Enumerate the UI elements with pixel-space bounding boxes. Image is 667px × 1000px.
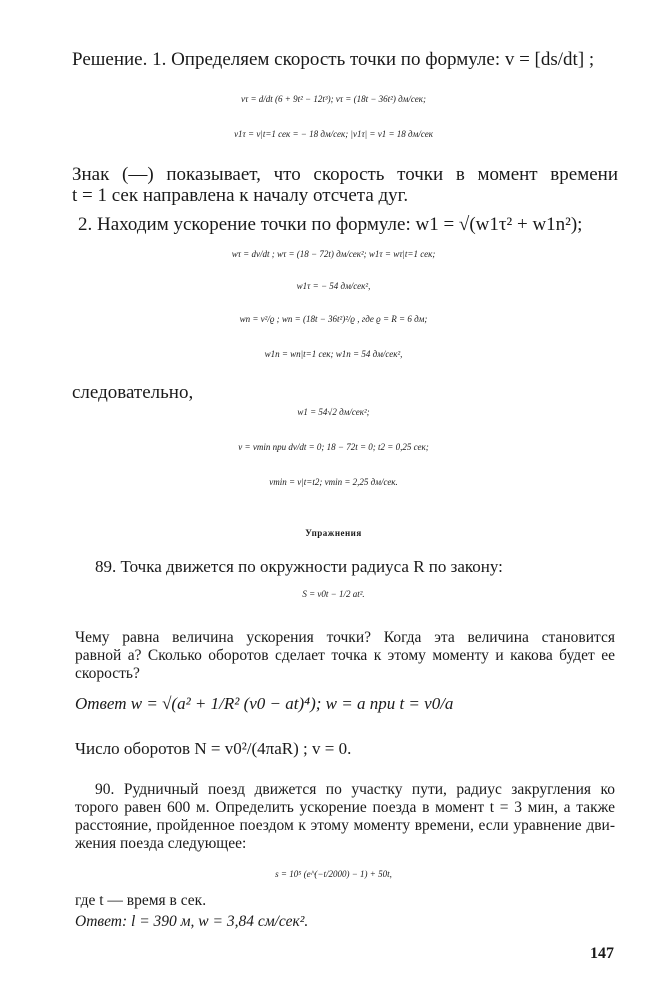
sign-explanation-line-1: Знак (—) показывает, что скорость точки в момент времени bbox=[72, 164, 618, 185]
sign-explanation-line-2: t = 1 сек направлена к началу отсчета дуг. bbox=[72, 185, 409, 206]
equation-v-min: v = vmin при dv/dt = 0; 18 − 72t = 0; t2 = 0,25 сек; bbox=[238, 442, 429, 452]
exercise-89-question-line-2: равной a? Сколько оборотов сделает точка к этому моменту и какова будет ее bbox=[75, 647, 615, 664]
step-2-acceleration: 2. Находим ускорение точки по формуле: w1 = √(w1τ² + w1n²); bbox=[78, 214, 583, 235]
solution-intro: Решение. 1. Определяем скорость точки по формуле: v = [ds/dt] ; bbox=[72, 49, 595, 70]
equation-w1-n: w1n = wn|t=1 сек; w1n = 54 дм/сек², bbox=[264, 349, 403, 359]
exercise-89-statement: 89. Точка движется по окружности радиуса R по закону: bbox=[95, 557, 503, 576]
equation-w1: w1 = 54√2 дм/сек²; bbox=[297, 407, 370, 417]
exercise-90-line-4: жения поезда следующее: bbox=[75, 835, 247, 852]
exercise-89-revolutions: Число оборотов N = v0²/(4πaR) ; v = 0. bbox=[75, 739, 352, 758]
exercise-90-where: где t — время в сек. bbox=[75, 892, 207, 909]
exercise-90-answer: Ответ: l = 390 м, w = 3,84 см/сек². bbox=[75, 913, 309, 930]
equation-w-n: wn = v²/ϱ ; wn = (18t − 36t²)²/ϱ , где ϱ = R = 6 дм; bbox=[239, 314, 428, 324]
exercise-90-line-2: торого равен 600 м. Определить ускорение поезда в момент t = 3 мин, а также bbox=[75, 799, 615, 816]
exercises-heading: Упражнения bbox=[305, 528, 362, 538]
equation-v1-tau: v1τ = v|t=1 сек = − 18 дм/сек; |v1τ| = v1 = 18 дм/сек bbox=[234, 129, 433, 139]
equation-v-tau: vτ = d/dt (6 + 9t² − 12t³); vτ = (18t − 36t²) дм/сек; bbox=[240, 94, 426, 104]
equation-w1-tau: w1τ = − 54 дм/сек², bbox=[296, 281, 371, 291]
page-number: 147 bbox=[590, 945, 614, 962]
equation-w-tau: wτ = dv/dt ; wτ = (18 − 72t) дм/сек²; w1τ = wτ|t=1 сек; bbox=[231, 249, 436, 259]
exercise-90-formula: s = 10⁵ (e^(−t/2000) − 1) + 50t, bbox=[275, 869, 392, 879]
exercise-89-question-line-1: Чему равна величина ускорения точки? Когда эта величина становится bbox=[75, 629, 615, 646]
exercise-90-line-3: расстояние, пройденное поездом к этому моменту времени, если уравнение дви- bbox=[75, 817, 615, 834]
exercise-89-formula: S = v0t − 1/2 at². bbox=[302, 589, 365, 599]
equation-v-min-value: vmin = v|t=t2; vmin = 2,25 дм/сек. bbox=[269, 477, 398, 487]
therefore-text: следовательно, bbox=[72, 382, 194, 403]
exercise-89-answer: Ответ w = √(a² + 1/R² (v0 − at)⁴); w = a при t = v0/a bbox=[75, 694, 454, 713]
exercise-90-line-1: 90. Рудничный поезд движется по участку пути, радиус закругления ко bbox=[95, 781, 615, 798]
exercise-89-question-line-3: скорость? bbox=[75, 665, 140, 682]
